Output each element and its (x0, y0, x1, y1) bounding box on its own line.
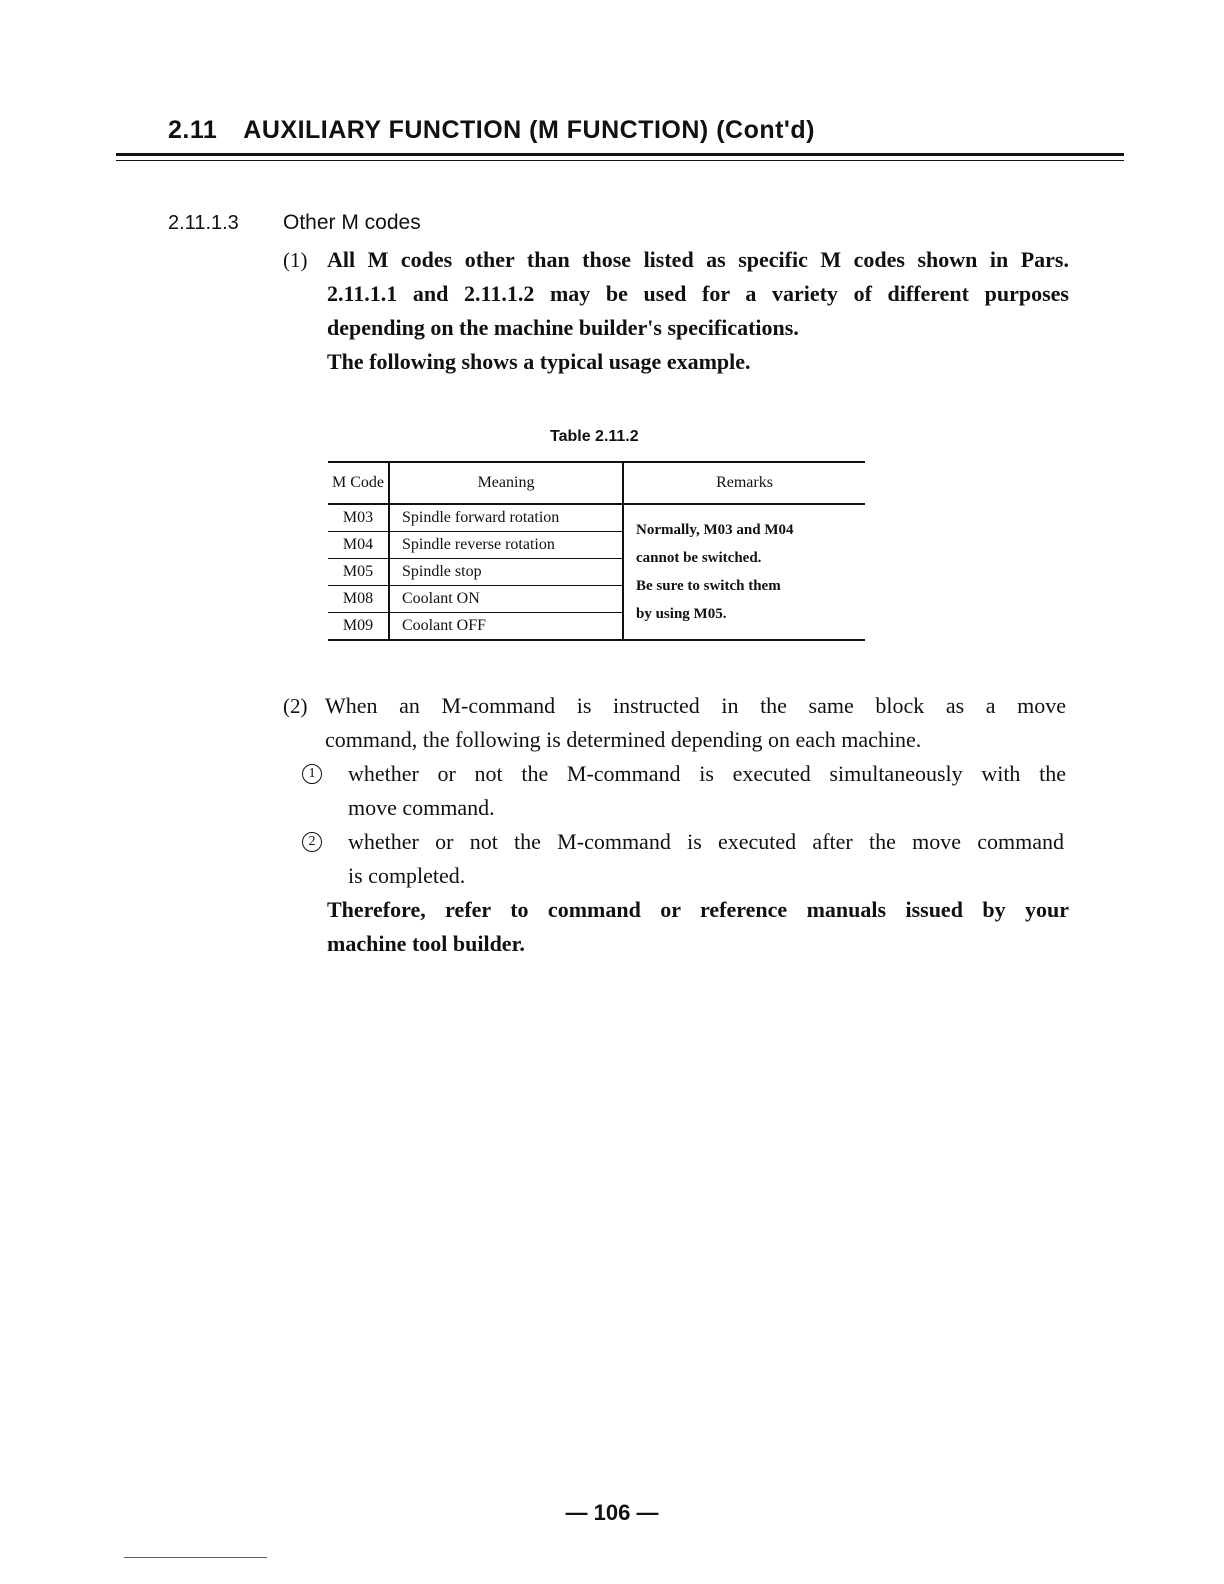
circled-number-2: 2 (302, 832, 322, 852)
item1-line-4: The following shows a typical usage example. (327, 349, 751, 374)
meaning-cell: Coolant ON (389, 586, 623, 613)
section-header (168, 116, 815, 145)
page-number: — 106 — (565, 1500, 659, 1525)
m-code-cell: M08 (328, 586, 389, 613)
item2-line-1: When an M-command is instructed in the same block as a move (325, 693, 1066, 718)
meaning-cell: Coolant OFF (389, 613, 623, 641)
table-header-row (328, 462, 865, 504)
sub-item-2 (348, 825, 1064, 893)
subsection-title: Other M codes (283, 211, 421, 234)
meaning-cell: Spindle stop (389, 559, 623, 586)
column-header-m-code: M Code (328, 462, 389, 504)
m-code-cell: M04 (328, 532, 389, 559)
subsection-number: 2.11.1.3 (168, 212, 239, 234)
conclusion-line-1: Therefore, refer to command or reference manuals issued by your (327, 897, 1069, 922)
sub-item-1 (348, 757, 1066, 825)
table-row (328, 504, 865, 532)
circled-number-1: 1 (302, 764, 322, 784)
m-code-cell: M09 (328, 613, 389, 641)
remarks-cell (623, 504, 865, 640)
remarks-line: Be sure to switch them (636, 578, 781, 594)
column-header-meaning: Meaning (389, 462, 623, 504)
sub-item-1-marker (302, 760, 322, 784)
header-rule-thick (116, 153, 1124, 156)
meaning-cell: Spindle forward rotation (389, 504, 623, 532)
bottom-rule (124, 1557, 267, 1558)
conclusion-line-2: machine tool builder. (327, 931, 525, 956)
header-rule-thin (116, 160, 1124, 161)
m-code-cell: M03 (328, 504, 389, 532)
m-code-cell: M05 (328, 559, 389, 586)
item2-marker: (2) (283, 694, 308, 718)
item2-paragraph (325, 689, 1066, 757)
item2-line-2: command, the following is determined depending on each machine. (325, 727, 922, 752)
section-number: 2.11 (168, 116, 218, 144)
m-code-table (328, 461, 865, 641)
sub-item-2-marker (302, 828, 322, 852)
table-caption: Table 2.11.2 (550, 428, 639, 445)
item1-line-1: All M codes other than those listed as specific M codes shown in Pars. (327, 247, 1069, 272)
sub-item-2-line-2: is completed. (348, 863, 466, 888)
remarks-line: by using M05. (636, 606, 727, 622)
item1-paragraph (327, 243, 1069, 379)
conclusion-paragraph (327, 893, 1069, 961)
remarks-line: cannot be switched. (636, 550, 762, 566)
item1-line-2: 2.11.1.1 and 2.11.1.2 may be used for a variety of different purposes (327, 281, 1069, 306)
sub-item-1-line-1: whether or not the M-command is executed simultaneously with the (348, 761, 1066, 786)
sub-item-1-line-2: move command. (348, 795, 495, 820)
column-header-remarks: Remarks (623, 462, 865, 504)
item1-marker: (1) (283, 248, 308, 272)
remarks-line: Normally, M03 and M04 (636, 522, 794, 538)
sub-item-2-line-1: whether or not the M-command is executed after the move command (348, 829, 1064, 854)
meaning-cell: Spindle reverse rotation (389, 532, 623, 559)
item1-line-3: depending on the machine builder's specifications. (327, 315, 799, 340)
section-title: AUXILIARY FUNCTION (M FUNCTION) (Cont'd) (243, 116, 815, 144)
